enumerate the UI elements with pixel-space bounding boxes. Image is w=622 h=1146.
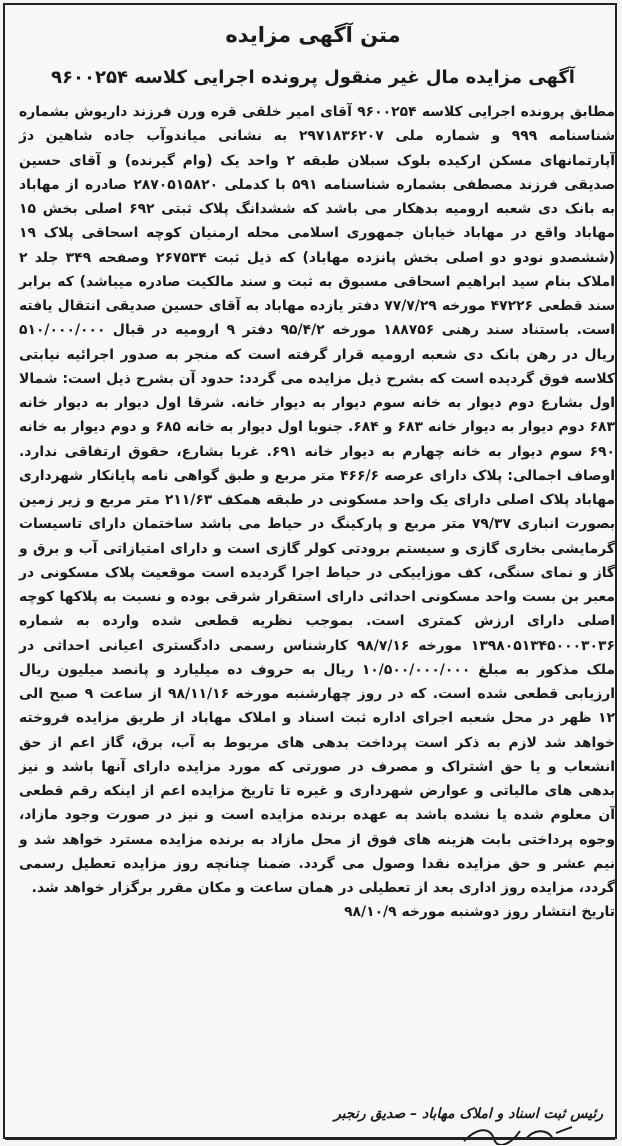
bottom-rule: [5, 1138, 615, 1146]
notice-body: مطابق پرونده اجرایی کلاسه ۹۶۰۰۲۵۴ آقای امیر خلقی قره ورن فرزند داریوش بشماره شناسنامه ۹۹۹ و شماره ملی ۲۹۷۱۸۳۶۲۰۷ به نشانی میاندوآب جاده شاهین دژ آپارتمانهای مسکن ارکیده بلوک سبلان طبقه ۲ واحد یک (وام گیرنده) و آقای حسین صدیقی فرزند مصطفی بشماره شناسنامه ۵۹۱ با کدملی ۲۸۷۰۵۱۵۸۲۰ صادره از مهاباد به بانک دی شعبه ارومیه بدهکار می باشد که ششدانگ پلاک ثبتی ۶۹۲ اصلی بخش ۱۵ مهاباد واقع در مهاباد خیابان جمهوری اسلامی محله ارمنیان کوچه اسحاقی پلاک ۱۹ (ششصدو نودو دو اصلی بخش پانزده مهاباد) که ذیل ثبت ۲۶۷۵۳۴ وصفحه ۳۴۹ جلد ۲ املاک بنام سید ابراهیم اسحاقی مسبوق به ثبت و سند مالکیت صادره میباشد) که برابر سند قطعی ۴۷۲۲۶ مورخه ۷۷/۷/۲۹ دفتر یازده مهاباد به آقای حسین صدیقی انتقال یافته است. باستناد سند رهنی ۱۸۸۷۵۶ مورخه ۹۵/۴/۲ دفتر ۹ ارومیه در قبال ۵۱۰/۰۰۰/۰۰۰ ریال در رهن بانک دی شعبه ارومیه قرار گرفته است که منجر به صدور اجرائیه نیابتی کلاسه فوق گردیده است که بشرح ذیل مزایده می گردد: حدود آن بشرح ذیل است: شمالا اول بشارع دوم دیوار به خانه سوم دیوار به دیوار خانه. شرقا اول دیوار به دیوار خانه ۶۸۳ دوم دیوار به دیوار خانه ۶۸۳ و ۶۸۴. جنوبا اول دیوار به خانه ۶۸۵ و دوم دیوار به خانه ۶۹۰ سوم دیوار به خانه چهارم به دیوار خانه ۶۹۱. غربا بشارع، حقوق ارتفاقی ندارد. اوصاف اجمالی: پلاک دارای عرصه ۴۶۶/۶ متر مربع و طبق گواهی نامه پایانکار شهرداری مهاباد پلاک اصلی دارای یک واحد مسکونی در طبقه همکف ۲۱۱/۶۳ متر مربع و زیر زمین بصورت انباری ۷۹/۳۷ متر مربع و پارکینگ در حیاط می باشد ساختمان دارای تاسیسات گرمایشی بخاری گازی و سیستم برودتی کولر گازی است و دارای امتیازاتی آب و برق و گاز و نمای سنگی، کف موزاییکی در حیاط اجرا گردیده است موقعیت پلاک مسکونی در معبر بن بست واحد مسکونی احداثی دارای استقرار شرقی بوده و نسبت به پلاکها کوچه اصلی دارای ارزش کمتری است. بموجب نظریه قطعی شده وارده به شماره ۱۳۹۸۰۵۱۳۴۵۰۰۰۳۰۳۶ مورخه ۹۸/۷/۱۶ کارشناس رسمی دادگستری اعیانی احداثی در ملک مذکور به مبلغ ۱۰/۵۰۰/۰۰۰/۰۰۰ ریال به حروف ده میلیارد و پانصد میلیون ریال ارزیابی قطعی شده است. که در روز چهارشنبه مورخه ۹۸/۱۱/۱۶ از ساعت ۹ صبح الی ۱۲ ظهر در محل شعبه اجرای اداره ثبت اسناد و املاک مهاباد از طریق مزایده فروخته خواهد شد لازم به ذکر است پرداخت بدهی های مربوط به آب، برق، گاز اعم از حق انشعاب و یا حق اشتراک و مصرف در صورتی که مورد مزایده دارای آنها باشد و نیز بدهی های مالیاتی و عوارض شهرداری و غیره تا تاریخ مزایده اعم از اینکه رقم قطعی آن معلوم شده یا نشده باشد به عهده برنده مزایده است و نیز در صورت وجود مازاد، وجوه پرداختی بابت هزینه های فوق از محل مازاد به برنده مزایده مسترد خواهد شد و نیم عشر و حق مزایده نقدا وصول می گردد. ضمنا چنانچه روز مزایده تعطیل رسمی گردد، مزایده روز اداری بعد از تعطیلی در همان ساعت و مکان مقرر برگزار خواهد شد. تاریخ انتشار روز دوشنبه مورخه ۹۸/۱۰/۹: [19, 104, 616, 921]
signature-line: رئیس ثبت اسناد و املاک مهاباد – صدیق رنجبر: [333, 1106, 603, 1122]
notice-subtitle: آگهی مزایده مال غیر منقول پرونده اجرایی کلاسه ۹۶۰۰۲۵۴: [51, 67, 575, 88]
notice-frame: [3, 3, 617, 1139]
notice-title: متن آگهی مزایده: [225, 23, 401, 47]
